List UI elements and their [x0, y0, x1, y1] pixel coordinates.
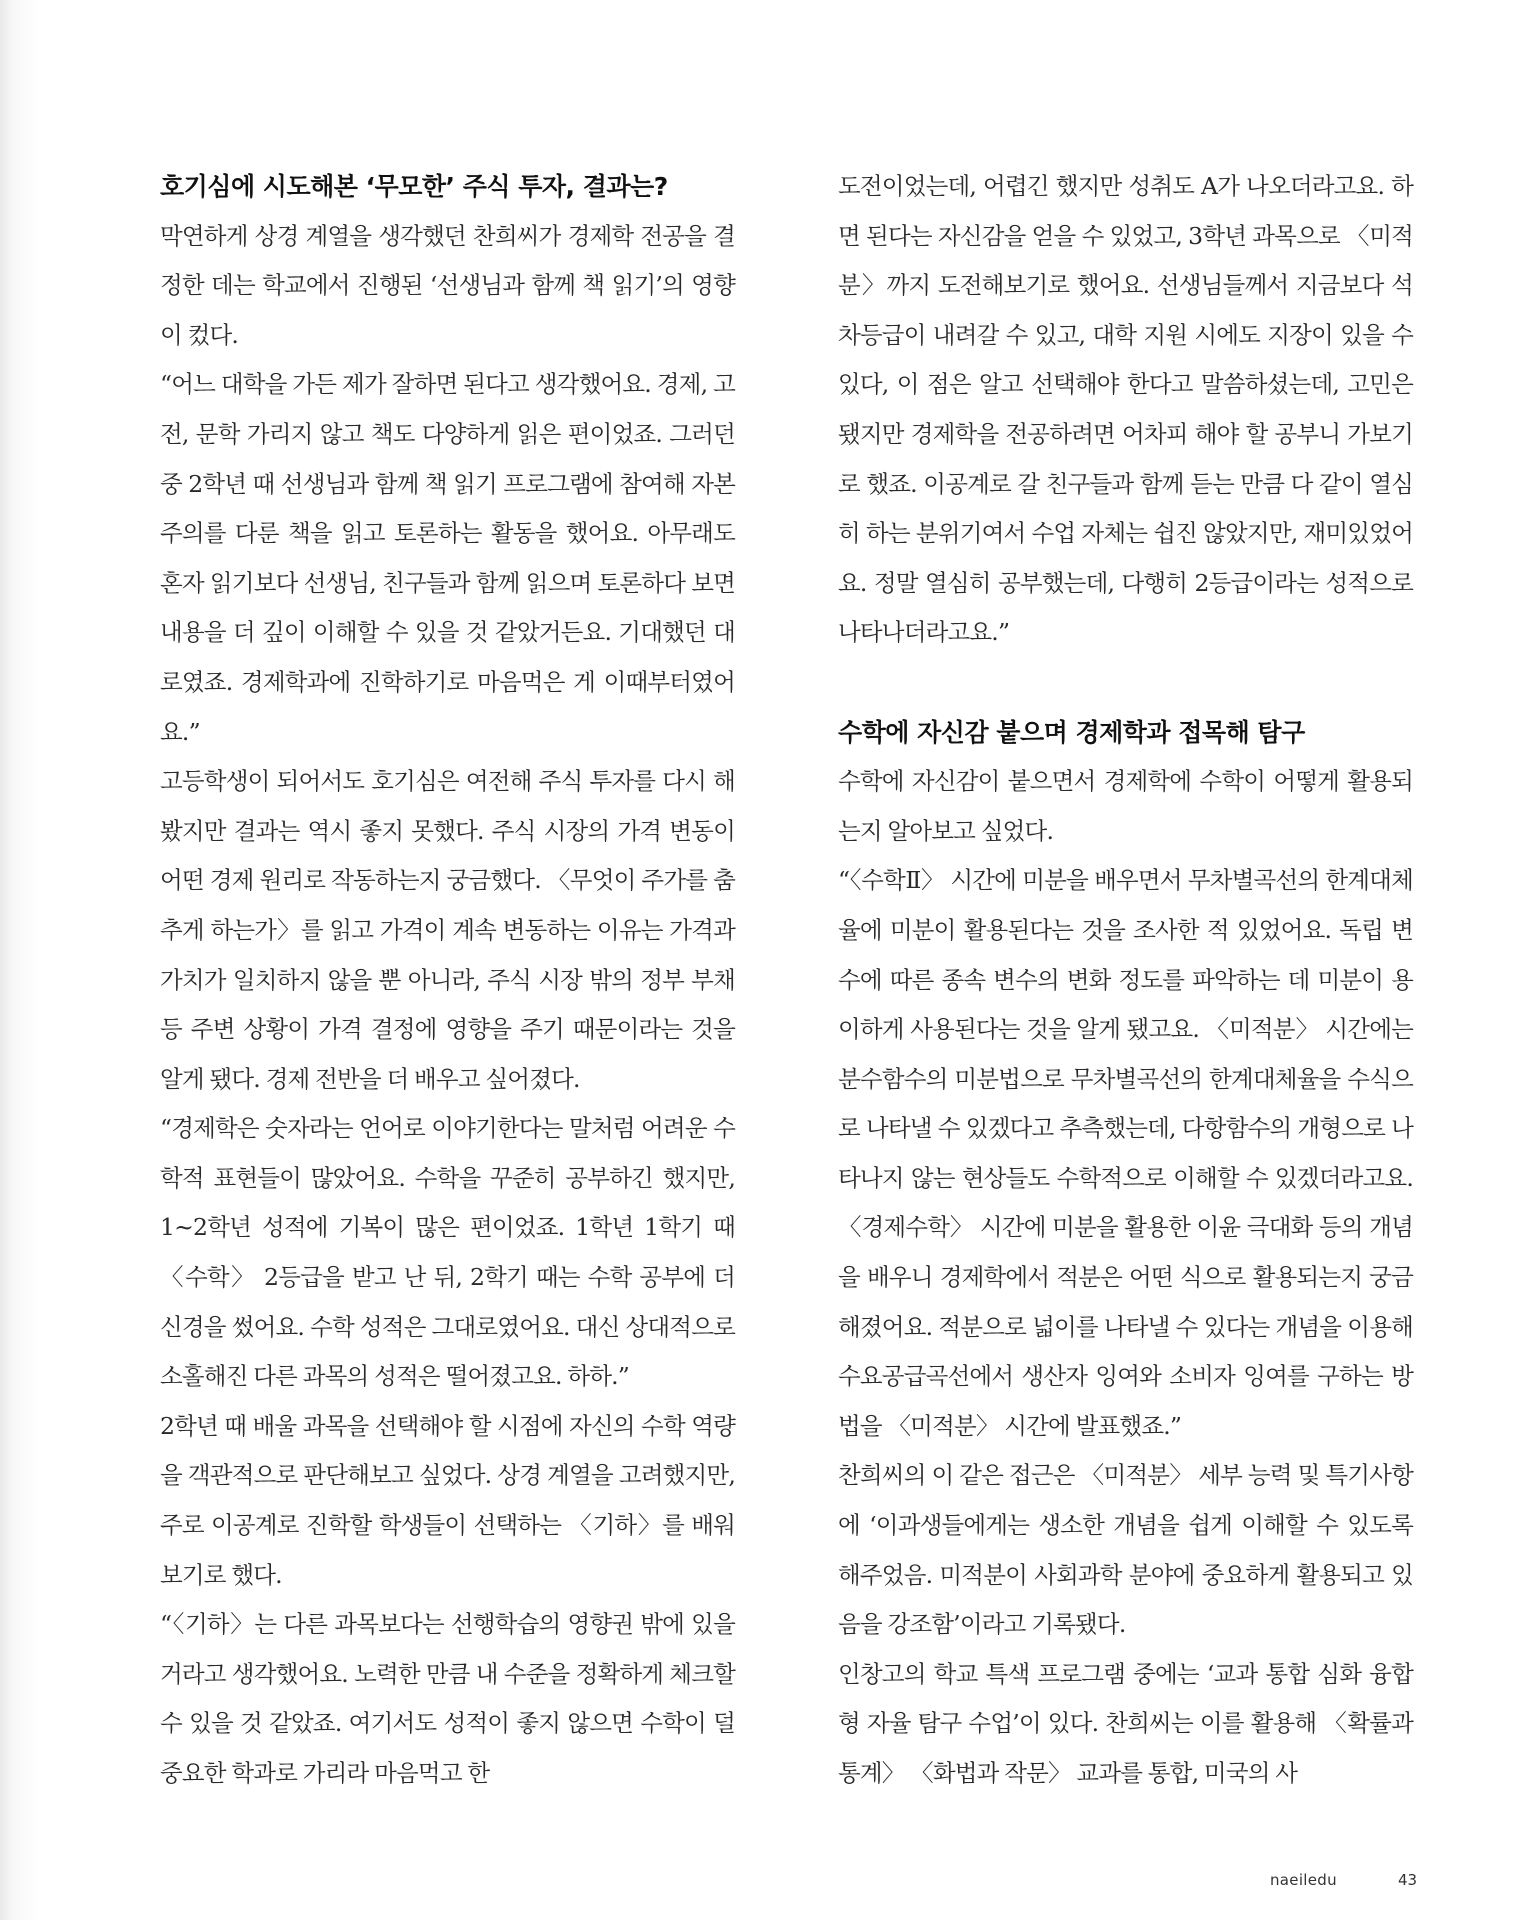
quote-paragraph: “어느 대학을 가든 제가 잘하면 된다고 생각했어요. 경제, 고전, 문학 가리지 않고 책도 다양하게 읽은 편이었죠. 그러던 중 2학년 때 선생님과 함께 책 읽기 프로그램에 참여해 자본주의를 다룬 책을 읽고 토론하는 활동을 했어요. 아무래도 혼자 읽기보다 선생님, 친구들과 함께 읽으며 토론하다 보면 내용을 더 깊이 이해할 수 있을 것 같았거든요. 기대했던 대로였죠. 경제학과에 진학하기로 마음먹은 게 이때부터였어요.” [160, 370, 735, 746]
paragraph: 막연하게 상경 계열을 생각했던 찬희씨가 경제학 전공을 결정한 데는 학교에서 진행된 ‘선생님과 함께 책 읽기’의 영향이 컸다. [160, 221, 735, 349]
left-column [160, 162, 735, 1799]
paragraph: 인창고의 학교 특색 프로그램 중에는 ‘교과 통합 심화 융합형 자율 탐구 수업’이 있다. 찬희씨는 이를 활용해 〈확률과 통계〉 〈화법과 작문〉 교과를 통합, 미국의 사 [838, 1659, 1413, 1787]
footer-brand: naeiledu [1270, 1871, 1337, 1889]
page-spine-shadow [0, 0, 40, 1920]
paragraph: 수학에 자신감이 붙으면서 경제학에 수학이 어떻게 활용되는지 알아보고 싶었다. [838, 767, 1413, 845]
quote-paragraph: “경제학은 숫자라는 언어로 이야기한다는 말처럼 어려운 수학적 표현들이 많았어요. 수학을 꾸준히 공부하긴 했지만, 1~2학년 성적에 기복이 많은 편이었죠. 1학년 1학기 때 〈수학〉 2등급을 받고 난 뒤, 2학기 때는 수학 공부에 더 신경을 썼어요. 수학 성적은 그대로였어요. 대신 상대적으로 소홀해진 다른 과목의 성적은 떨어졌고요. 하하.” [160, 1114, 735, 1391]
continued-quote-paragraph: 도전이었는데, 어렵긴 했지만 성취도 A가 나오더라고요. 하면 된다는 자신감을 얻을 수 있었고, 3학년 과목으로 〈미적분〉까지 도전해보기로 했어요. 선생님들께서 지금보다 석차등급이 내려갈 수 있고, 대학 지원 시에도 지장이 있을 수 있다, 이 점은 알고 선택해야 한다고 말씀하셨는데, 고민은 됐지만 경제학을 전공하려면 어차피 해야 할 공부니 가보기로 했죠. 이공계로 갈 친구들과 함께 듣는 만큼 다 같이 열심히 하는 분위기여서 수업 자체는 쉽진 않았지만, 재미있었어요. 정말 열심히 공부했는데, 다행히 2등급이라는 성적으로 나타나더라고요.” [838, 172, 1413, 647]
paragraph: 2학년 때 배울 과목을 선택해야 할 시점에 자신의 수학 역량을 객관적으로 판단해보고 싶었다. 상경 계열을 고려했지만, 주로 이공계로 진학할 학생들이 선택하는 〈기하〉를 배워보기로 했다. [160, 1411, 735, 1589]
section-spacer [838, 658, 1413, 708]
section-heading-math-economics: 수학에 자신감 붙으며 경제학과 접목해 탐구 [838, 717, 1305, 747]
right-column [838, 162, 1413, 1799]
quote-paragraph: “〈기하〉는 다른 과목보다는 선행학습의 영향권 밖에 있을 거라고 생각했어요. 노력한 만큼 내 수준을 정확하게 체크할 수 있을 것 같았죠. 여기서도 성적이 좋지 않으면 수학이 덜 중요한 학과로 가리라 마음먹고 한 [160, 1610, 735, 1787]
paragraph: 고등학생이 되어서도 호기심은 여전해 주식 투자를 다시 해봤지만 결과는 역시 좋지 못했다. 주식 시장의 가격 변동이 어떤 경제 원리로 작동하는지 궁금했다. 〈무엇이 주가를 춤추게 하는가〉를 읽고 가격이 계속 변동하는 이유는 가격과 가치가 일치하지 않을 뿐 아니라, 주식 시장 밖의 정부 부채 등 주변 상황이 가격 결정에 영향을 주기 때문이라는 것을 알게 됐다. 경제 전반을 더 배우고 싶어졌다. [160, 767, 735, 1093]
page-number: 43 [1398, 1871, 1418, 1889]
paragraph: 찬희씨의 이 같은 접근은 〈미적분〉 세부 능력 및 특기사항에 ‘이과생들에게는 생소한 개념을 쉽게 이해할 수 있도록 해주었음. 미적분이 사회과학 분야에 중요하게 활용되고 있음을 강조함’이라고 기록됐다. [838, 1461, 1413, 1639]
section-heading-stock-investment: 호기심에 시도해본 ‘무모한’ 주식 투자, 결과는? [160, 172, 668, 201]
quote-paragraph: “〈수학Ⅱ〉 시간에 미분을 배우면서 무차별곡선의 한계대체율에 미분이 활용된다는 것을 조사한 적 있었어요. 독립 변수에 따른 종속 변수의 변화 정도를 파악하는 데 미분이 용이하게 사용된다는 것을 알게 됐고요. 〈미적분〉 시간에는 분수함수의 미분법으로 무차별곡선의 한계대체율을 수식으로 나타낼 수 있겠다고 추측했는데, 다항함수의 개형으로 나타나지 않는 현상들도 수학적으로 이해할 수 있겠더라고요. 〈경제수학〉 시간에 미분을 활용한 이윤 극대화 등의 개념을 배우니 경제학에서 적분은 어떤 식으로 활용되는지 궁금해졌어요. 적분으로 넓이를 나타낼 수 있다는 개념을 이용해 수요공급곡선에서 생산자 잉여와 소비자 잉여를 구하는 방법을 〈미적분〉 시간에 발표했죠.” [838, 866, 1413, 1440]
